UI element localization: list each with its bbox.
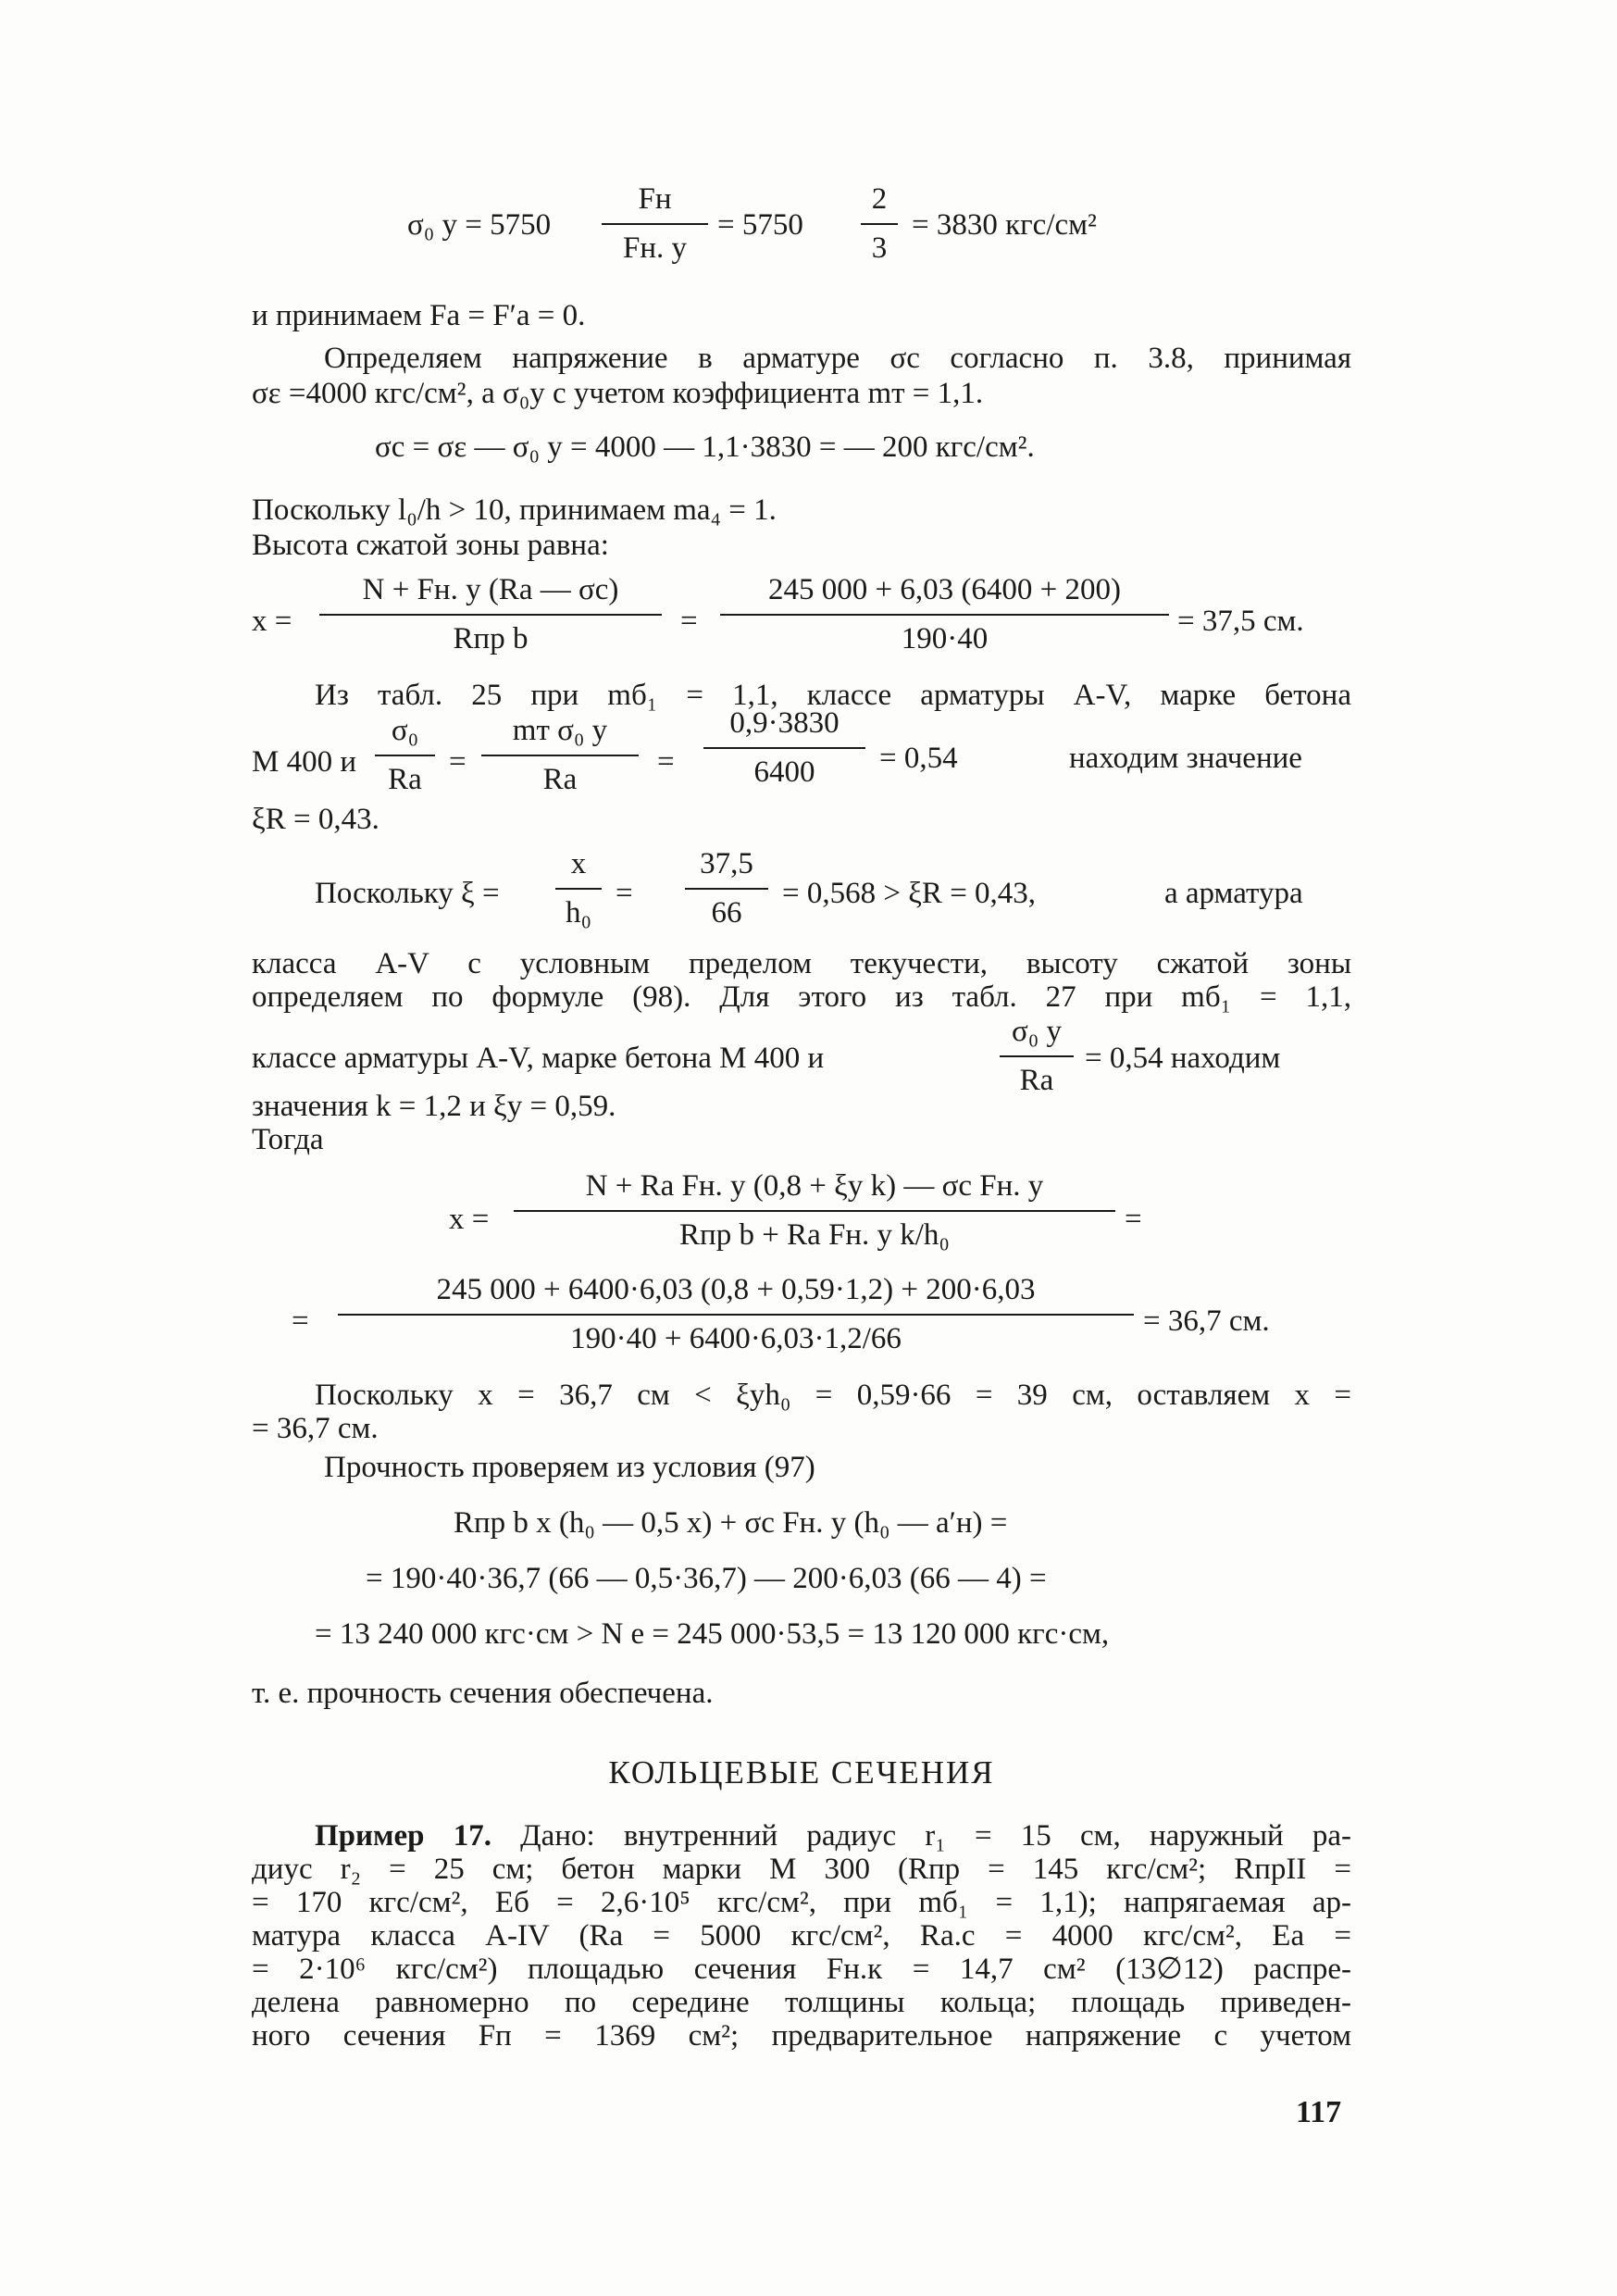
fraction-bar	[861, 223, 898, 225]
fraction	[685, 846, 768, 931]
formula-text: а арматура	[1164, 877, 1303, 910]
text-line: Поскольку x = 36,7 см < ξуh₀ = 0,59·66 = 39 см, оставляем x =	[315, 1379, 1351, 1412]
fraction-numerator: σ₀ у	[1011, 1015, 1063, 1048]
fraction-denominator: Rпр b	[453, 621, 529, 655]
formula-strength-2: = 190·40·36,7 (66 — 0,5·36,7) — 200·6,03 (66 — 4) =	[366, 1562, 1047, 1595]
text-line: σε =4000 кгс/см², а σ₀у с учетом коэффициента mт = 1,1.	[252, 377, 984, 410]
text-line: и принимаем Fa = F′a = 0.	[252, 299, 586, 332]
formula-text: =	[292, 1304, 309, 1338]
fraction-denominator: 190·40 + 6400·6,03·1,2/66	[570, 1321, 902, 1355]
fraction-numerator: σ₀	[391, 714, 419, 747]
fraction-numerator: N + Fн. у (Ra — σc)	[362, 573, 619, 606]
fraction	[555, 846, 602, 931]
formula-text: Поскольку ξ =	[315, 877, 500, 910]
text-line: ного сечения Fп = 1369 см²; предварительное напряжение с учетом	[252, 2019, 1351, 2053]
fraction-denominator: 3	[871, 231, 888, 265]
formula-text: =	[680, 605, 698, 638]
formula-text: x =	[449, 1203, 490, 1236]
fraction-numerator: 245 000 + 6,03 (6400 + 200)	[768, 573, 1121, 606]
text-line: Поскольку l₀/h > 10, принимаем ma₄ = 1.	[252, 493, 777, 527]
fraction-bar	[720, 614, 1169, 616]
text-line: Тогда	[252, 1123, 324, 1156]
fraction-denominator: Fн. у	[622, 231, 687, 265]
formula-text: x =	[252, 605, 292, 638]
fraction-denominator: Ra	[1019, 1063, 1054, 1097]
fraction-denominator: 190·40	[901, 621, 989, 655]
text-line: = 2·10⁶ кгс/см²) площадью сечения Fн.к = 14,7 см² (13∅12) распре-	[252, 1953, 1351, 1986]
example-text: Дано: внутренний радиус r₁ = 15 см, наружный ра-	[520, 1819, 1352, 1853]
fraction-bar	[481, 755, 639, 756]
fraction-numerator: 245 000 + 6400·6,03 (0,8 + 0,59·1,2) + 200·6,03	[436, 1273, 1036, 1306]
fraction	[338, 1272, 1134, 1357]
fraction-bar	[338, 1314, 1134, 1316]
fraction	[481, 713, 639, 798]
fraction-bar	[514, 1210, 1115, 1212]
fraction-bar	[685, 888, 768, 890]
fraction-numerator: mт σ₀ у	[512, 714, 608, 747]
section-heading: КОЛЬЦЕВЫЕ СЕЧЕНИЯ	[608, 1754, 995, 1791]
text-line: Из табл. 25 при mб₁ = 1,1, классе арматуры A-V, марке бетона	[315, 679, 1351, 712]
formula-text: =	[1125, 1203, 1142, 1236]
text-line: значения k = 1,2 и ξу = 0,59.	[252, 1090, 616, 1123]
fraction-numerator: 0,9·3830	[729, 706, 840, 740]
formula-text: = 0,568 > ξR = 0,43,	[782, 877, 1037, 910]
text-line: класса A-V с условным пределом текучести, высоту сжатой зоны	[252, 947, 1351, 980]
formula-text: =	[616, 877, 633, 910]
text-segment: классе арматуры A-V, марке бетона М 400 и	[252, 1042, 825, 1075]
text-line: Прочность проверяем из условия (97)	[324, 1451, 815, 1484]
fraction-denominator: 66	[711, 895, 742, 930]
formula-text: =	[657, 745, 675, 779]
fraction-numerator: 37,5	[700, 847, 753, 880]
formula-text: σ₀ у = 5750	[407, 208, 552, 242]
text-line: = 170 кгс/см², Eб = 2,6·10⁵ кгс/см², при mб₁ = 1,1); напрягаемая ар-	[252, 1886, 1351, 1919]
text-line: делена равномерно по середине толщины кольца; площадь приведен-	[252, 1986, 1351, 2019]
text-line: определяем по формуле (98). Для этого из табл. 27 при mб₁ = 1,1,	[252, 980, 1351, 1014]
fraction-denominator: h₀	[565, 895, 591, 930]
text-line: т. е. прочность сечения обеспечена.	[252, 1677, 714, 1710]
fraction-numerator: x	[570, 847, 587, 880]
formula-strength-1: Rпр b x (h₀ — 0,5 x) + σc Fн. у (h₀ — a′н) =	[454, 1506, 1008, 1540]
fraction	[720, 572, 1169, 657]
text-line: Высота сжатой зоны равна:	[252, 529, 609, 562]
example-first-line	[315, 1818, 1351, 1854]
fraction-numerator: N + Ra Fн. у (0,8 + ξу k) — σc Fн. у	[585, 1169, 1044, 1203]
formula-text: = 36,7 см.	[1143, 1304, 1270, 1338]
fraction-bar	[319, 614, 662, 616]
page-number: 117	[1296, 2095, 1342, 2129]
text-line: ξR = 0,43.	[252, 803, 379, 836]
formula-text: = 5750	[717, 208, 803, 242]
fraction-bar	[1000, 1055, 1074, 1057]
fraction	[602, 181, 708, 267]
formula-text: = 37,5 см.	[1177, 605, 1304, 638]
formula-strength-3: = 13 240 000 кгс·см > N e = 245 000·53,5 = 13 120 000 кгс·см,	[315, 1617, 1110, 1651]
fraction	[861, 181, 898, 267]
fraction	[375, 713, 435, 798]
fraction-denominator: Rпр b + Ra Fн. у k/h₀	[679, 1217, 950, 1252]
fraction-bar	[375, 755, 435, 756]
fraction	[1000, 1014, 1074, 1099]
formula-text: = 0,54	[879, 742, 958, 775]
formula-text: М 400 и	[252, 745, 357, 779]
text-line: Определяем напряжение в арматуре σc согласно п. 3.8, принимая	[324, 342, 1351, 375]
fraction-bar	[703, 747, 865, 749]
fraction-denominator: Ra	[388, 762, 422, 796]
fraction-numerator: 2	[871, 182, 888, 216]
formula-sigmac: σc = σε — σ₀ у = 4000 — 1,1·3830 = — 200 кгс/см².	[375, 430, 1035, 464]
formula-text: =	[449, 745, 466, 779]
fraction-bar	[555, 888, 602, 890]
text-line: = 36,7 см.	[252, 1412, 379, 1445]
fraction	[319, 572, 662, 657]
fraction-bar	[602, 223, 708, 225]
text-line: матура класса A-IV (Ra = 5000 кгс/см², Ra.c = 4000 кгс/см², Ea =	[252, 1919, 1351, 1953]
fraction-numerator: Fн	[638, 182, 672, 216]
fraction-denominator: Ra	[542, 762, 578, 796]
fraction	[514, 1168, 1115, 1254]
formula-text: = 3830 кгс/см²	[912, 208, 1097, 242]
fraction-denominator: 6400	[753, 755, 815, 789]
example-label: Пример 17.	[315, 1819, 491, 1853]
text-segment: = 0,54 находим	[1085, 1042, 1281, 1075]
fraction	[703, 705, 865, 791]
formula-text: находим значение	[1069, 742, 1302, 775]
text-line: диус r₂ = 25 см; бетон марки М 300 (Rпр = 145 кгс/см²; RпрII =	[252, 1853, 1351, 1886]
